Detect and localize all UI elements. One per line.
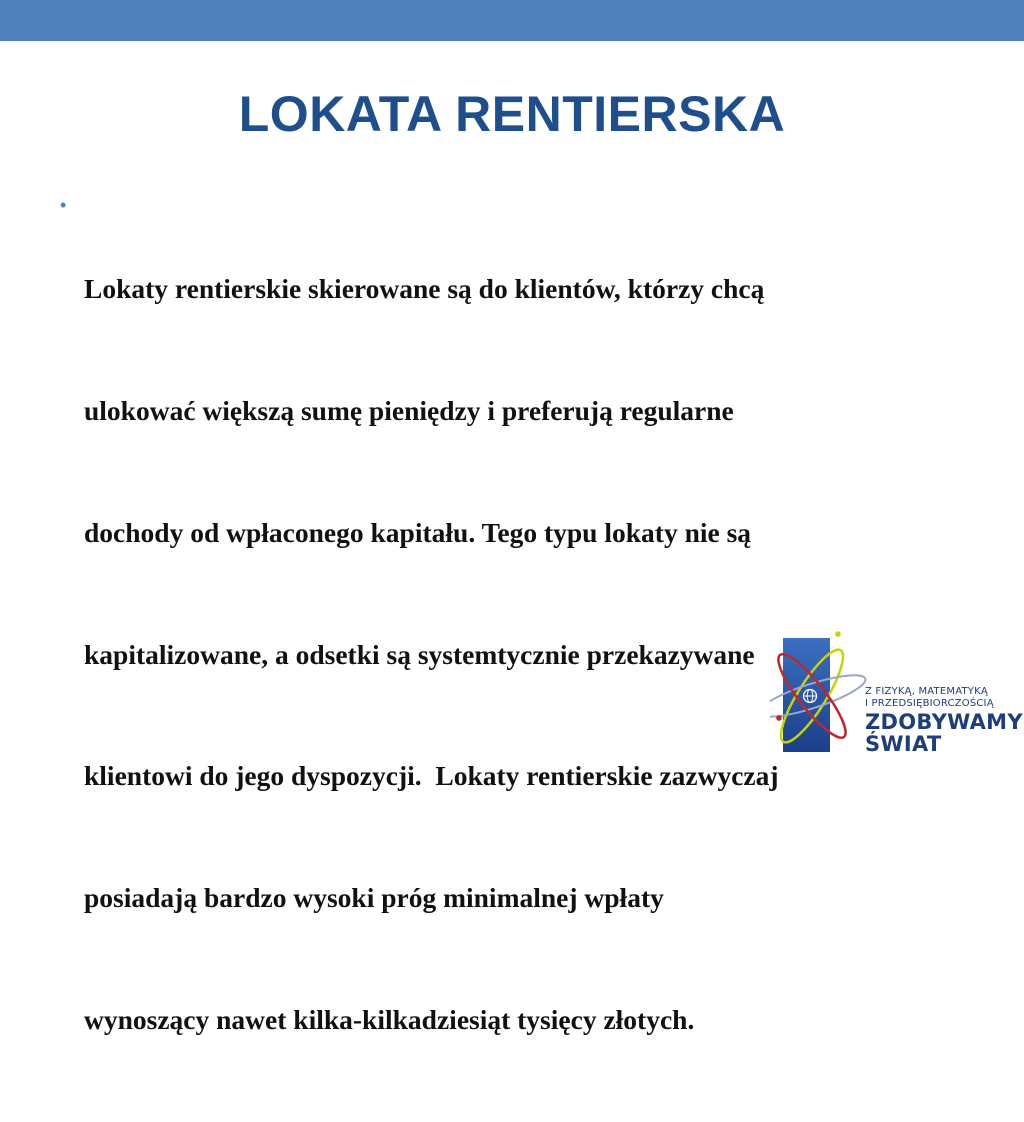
logo-tagline: I PRZEDSIĘBIORCZOŚCIĄ — [865, 698, 994, 709]
bullet-icon: • — [60, 195, 67, 215]
logo-tagline: Z FIZYKĄ, MATEMATYKĄ — [865, 686, 988, 697]
bullet-line: wynoszący nawet kilka-kilkadziesiąt tysięcy złotych. — [84, 1003, 695, 1035]
logo-name: ZDOBYWAMY — [865, 710, 1023, 734]
bullet-line: posiadają bardzo wysoki próg minimalnej wpłaty — [84, 882, 664, 914]
bullet-line: kapitalizowane, a odsetki są systemtycznie przekazywane — [84, 638, 755, 670]
slide-title: LOKATA RENTIERSKA — [238, 86, 786, 142]
project-logo — [770, 622, 1024, 768]
top-accent-band — [0, 0, 1024, 41]
bullet-line: ulokować większą sumę pieniędzy i preferują regularne — [84, 394, 734, 426]
atom-logo-icon — [770, 622, 870, 768]
bullet-line: Lokaty rentierskie skierowane są do klientów, którzy chcą — [84, 273, 765, 305]
bullet-line: dochody od wpłaconego kapitału. Tego typu lokaty nie są — [84, 516, 752, 548]
bullet-line: klientowi do jego dyspozycji. Lokaty rentierskie zazwyczaj — [84, 760, 779, 792]
logo-name: ŚWIAT — [865, 732, 942, 756]
